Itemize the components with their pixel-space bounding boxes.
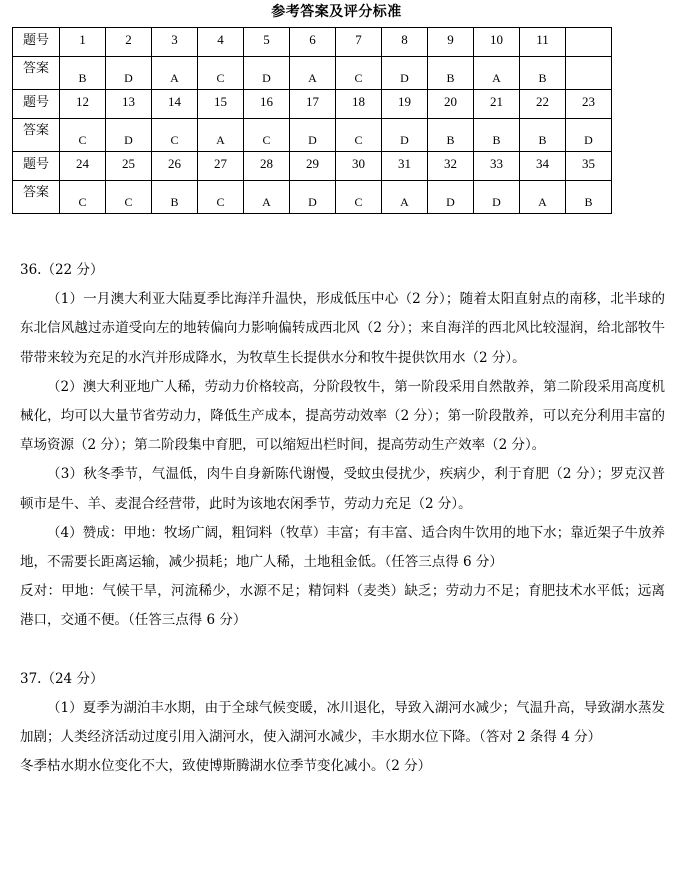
answer-cell: C <box>106 181 152 214</box>
answer-row <box>13 181 612 214</box>
q37-part1: （1）夏季为湖泊丰水期，由于全球气候变暖，冰川退化，导致入湖河水减少；气温升高，导致湖水蒸发加剧；人类经济活动过度引用入湖河水，使入湖河水减少，丰水期水位下降。（答对 2 条得 4 分） <box>20 699 665 746</box>
question-number-cell: 19 <box>382 90 428 119</box>
answer-cell: D <box>244 57 290 90</box>
question-number-cell: 11 <box>520 28 566 57</box>
question-number-cell: 22 <box>520 90 566 119</box>
question-number-cell: 15 <box>198 90 244 119</box>
answer-cell: A <box>152 57 198 90</box>
answer-label: 答案 <box>13 181 60 214</box>
question-number-cell: 8 <box>382 28 428 57</box>
answer-cell: D <box>290 181 336 214</box>
answer-cell: A <box>382 181 428 214</box>
answer-cell: B <box>428 57 474 90</box>
q36-part2: （2）澳大利亚地广人稀，劳动力价格较高，分阶段牧牛，第一阶段采用自然散养，第二阶段采用高度机械化，均可以大量节省劳动力，降低生产成本，提高劳动效率（2 分）；第一阶段散养，可以充分利用丰富的草场资源（2 分）；第二阶段集中育肥，可以缩短出栏时间，提高劳动生产效率（2 分）。 <box>20 378 665 454</box>
answer-cell: B <box>60 57 106 90</box>
question-number-cell: 32 <box>428 152 474 181</box>
question-number-cell: 29 <box>290 152 336 181</box>
question-number-cell: 3 <box>152 28 198 57</box>
q36-part3: （3）秋冬季节，气温低，肉牛自身新陈代谢慢，受蚊虫侵扰少，疾病少，利于育肥（2 分）；罗克汉普顿市是牛、羊、麦混合经营带，此时为该地农闲季节，劳动力充足（2 分）。 <box>20 466 665 512</box>
answer-cell: B <box>520 119 566 152</box>
answer-cell: C <box>336 57 382 90</box>
answer-cell: C <box>60 119 106 152</box>
question-number-cell: 23 <box>566 90 612 119</box>
answer-cell: D <box>290 119 336 152</box>
question-number-cell: 25 <box>106 152 152 181</box>
answer-label: 答案 <box>13 57 60 90</box>
page-title: 参考答案及评分标准 <box>271 4 402 20</box>
question-number-cell: 31 <box>382 152 428 181</box>
answer-cell: D <box>382 57 428 90</box>
answer-cell: B <box>520 57 566 90</box>
answer-text <box>20 256 665 781</box>
answer-cell: C <box>336 119 382 152</box>
question-number-cell: 24 <box>60 152 106 181</box>
q36-part1: （1）一月澳大利亚大陆夏季比海洋升温快，形成低压中心（2 分）；随着太阳直射点的南移，北半球的东北信风越过赤道受向左的地转偏向力影响偏转成西北风（2 分）；来自海洋的西北风比较湿润，给北部牧牛带带来较为充足的水汽并形成降水，为牧草生长提供水分和牧牛提供饮用水（2 分）。 <box>20 291 665 366</box>
answer-row <box>13 57 612 90</box>
answer-cell: D <box>566 119 612 152</box>
answer-cell: B <box>566 181 612 214</box>
question-number-cell: 21 <box>474 90 520 119</box>
question-number-cell: 33 <box>474 152 520 181</box>
question-number-cell: 35 <box>566 152 612 181</box>
question-number-cell: 5 <box>244 28 290 57</box>
question-number-cell: 34 <box>520 152 566 181</box>
answer-table <box>12 27 612 214</box>
answer-cell: C <box>244 119 290 152</box>
answer-cell: C <box>336 181 382 214</box>
answer-cell: B <box>152 181 198 214</box>
answer-row <box>13 119 612 152</box>
question-number-cell: 20 <box>428 90 474 119</box>
question-number-cell: 28 <box>244 152 290 181</box>
q37-part1-extra: 冬季枯水期水位变化不大，致使博斯腾湖水位季节变化减小。（2 分） <box>20 758 432 775</box>
answer-cell: A <box>198 119 244 152</box>
question-number-cell: 16 <box>244 90 290 119</box>
question-number-cell: 17 <box>290 90 336 119</box>
answer-cell: C <box>198 181 244 214</box>
question-number-cell: 13 <box>106 90 152 119</box>
question-number-cell: 1 <box>60 28 106 57</box>
answer-cell: D <box>428 181 474 214</box>
answer-cell: A <box>244 181 290 214</box>
q37-heading: 37.（24 分） <box>20 670 104 687</box>
question-number-row <box>13 152 612 181</box>
question-number-cell: 18 <box>336 90 382 119</box>
answer-cell: D <box>382 119 428 152</box>
question-number-cell: 6 <box>290 28 336 57</box>
answer-cell <box>566 57 612 90</box>
answer-cell: D <box>106 119 152 152</box>
question-number-cell: 10 <box>474 28 520 57</box>
answer-cell: D <box>106 57 152 90</box>
answer-label: 答案 <box>13 119 60 152</box>
answer-cell: A <box>290 57 336 90</box>
question-number-cell: 2 <box>106 28 152 57</box>
question-number-cell: 4 <box>198 28 244 57</box>
answer-cell: D <box>474 181 520 214</box>
question-number-row <box>13 90 612 119</box>
answer-cell: C <box>198 57 244 90</box>
q36-part4-oppose: 反对：甲地：气候干旱，河流稀少，水源不足；精饲料（麦类）缺乏；劳动力不足；育肥技术水平低；远离港口，交通不便。（任答三点得 6 分） <box>20 583 665 629</box>
question-number-cell: 14 <box>152 90 198 119</box>
answer-cell: B <box>474 119 520 152</box>
question-number-cell: 30 <box>336 152 382 181</box>
answer-cell: A <box>474 57 520 90</box>
answer-cell: C <box>152 119 198 152</box>
question-number-cell: 27 <box>198 152 244 181</box>
question-number-label: 题号 <box>13 152 60 181</box>
question-number-cell: 7 <box>336 28 382 57</box>
question-number-cell: 9 <box>428 28 474 57</box>
answer-cell: B <box>428 119 474 152</box>
question-number-cell: 12 <box>60 90 106 119</box>
question-number-cell <box>566 28 612 57</box>
answer-cell: C <box>60 181 106 214</box>
question-number-row <box>13 28 612 57</box>
question-number-label: 题号 <box>13 90 60 119</box>
q36-heading: 36.（22 分） <box>20 262 104 278</box>
question-number-cell: 26 <box>152 152 198 181</box>
q36-part4: （4）赞成：甲地：牧场广阔，粗饲料（牧草）丰富；有丰富、适合肉牛饮用的地下水；靠近架子牛放养地，不需要长距离运输，减少损耗；地广人稀，土地租金低。（任答三点得 6 分） <box>20 524 665 571</box>
answer-cell: A <box>520 181 566 214</box>
question-number-label: 题号 <box>13 28 60 57</box>
